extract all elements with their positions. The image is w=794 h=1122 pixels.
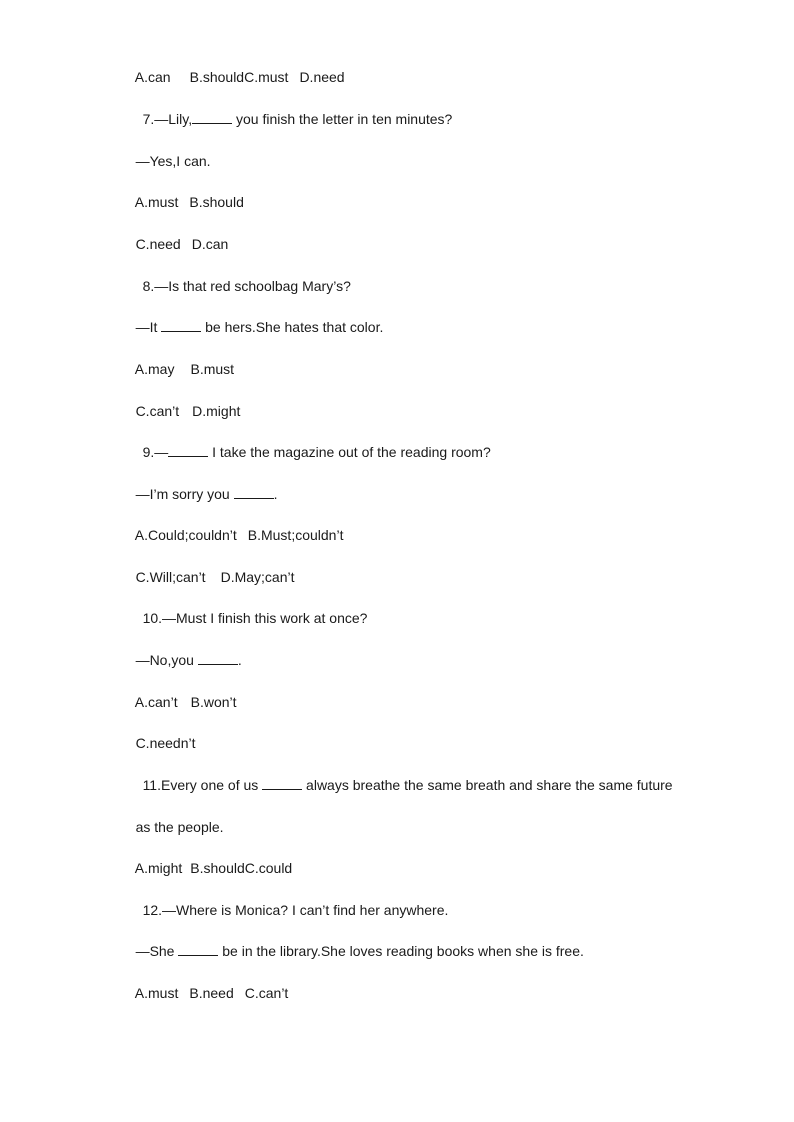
question-text: 10.—Must I finish this work at once? bbox=[142, 610, 368, 626]
answer-text: —No,you bbox=[135, 652, 198, 668]
answer-text: be in the library.She loves reading books when she is free. bbox=[218, 943, 584, 959]
option-c: C.Will;can’t bbox=[135, 569, 206, 585]
option-c: C.need bbox=[135, 236, 181, 252]
option-c: C.needn’t bbox=[135, 735, 196, 751]
option-d: D.might bbox=[192, 403, 241, 419]
option-a: A.must bbox=[134, 194, 179, 210]
option-a: A.must bbox=[134, 985, 179, 1001]
answer-blank bbox=[168, 443, 208, 457]
option-a: A.can bbox=[134, 69, 171, 85]
option-b: B.Must;couldn’t bbox=[247, 527, 344, 543]
question-text: 11.Every one of us bbox=[142, 777, 263, 793]
question-text: always breathe the same breath and share the same future bbox=[302, 777, 673, 793]
option-a: A.Could;couldn’t bbox=[134, 527, 237, 543]
answer-blank bbox=[161, 318, 201, 332]
option-b: B.must bbox=[190, 361, 235, 377]
question-text: 7.—Lily, bbox=[142, 111, 193, 127]
option-d: D.can bbox=[191, 236, 229, 252]
option-b: B.need bbox=[189, 985, 234, 1001]
answer-blank bbox=[178, 942, 218, 956]
question-text: 9.— bbox=[142, 444, 169, 460]
option-b: B.won’t bbox=[190, 694, 237, 710]
answer-text: —Yes,I can. bbox=[135, 153, 211, 169]
option-a: A.might bbox=[134, 860, 183, 876]
options-line bbox=[120, 966, 288, 1020]
option-a: A.can’t bbox=[134, 694, 178, 710]
option-b: B.should bbox=[189, 69, 245, 85]
option-d: D.need bbox=[299, 69, 345, 85]
answer-text: —She bbox=[135, 943, 179, 959]
answer-blank bbox=[192, 110, 232, 124]
answer-text: . bbox=[273, 486, 278, 502]
answer-text: be hers.She hates that color. bbox=[201, 319, 384, 335]
answer-blank bbox=[198, 651, 238, 665]
question-text: you finish the letter in ten minutes? bbox=[232, 111, 453, 127]
question-text: 8.—Is that red schoolbag Mary’s? bbox=[142, 278, 351, 294]
option-c: C.can’t bbox=[135, 403, 180, 419]
answer-blank bbox=[262, 776, 302, 790]
question-text: as the people. bbox=[135, 819, 224, 835]
answer-text: —It bbox=[135, 319, 162, 335]
option-b: B.should bbox=[190, 860, 245, 876]
option-c: C.can’t bbox=[244, 985, 289, 1001]
option-c: C.must bbox=[244, 69, 289, 85]
option-b: B.should bbox=[189, 194, 244, 210]
answer-text: . bbox=[237, 652, 242, 668]
question-text: 12.—Where is Monica? I can’t find her anywhere. bbox=[142, 902, 449, 918]
question-text: I take the magazine out of the reading room? bbox=[208, 444, 491, 460]
option-c: C.could bbox=[244, 860, 293, 876]
answer-text: —I’m sorry you bbox=[135, 486, 234, 502]
option-d: D.May;can’t bbox=[220, 569, 295, 585]
answer-blank bbox=[234, 485, 274, 499]
option-a: A.may bbox=[134, 361, 175, 377]
